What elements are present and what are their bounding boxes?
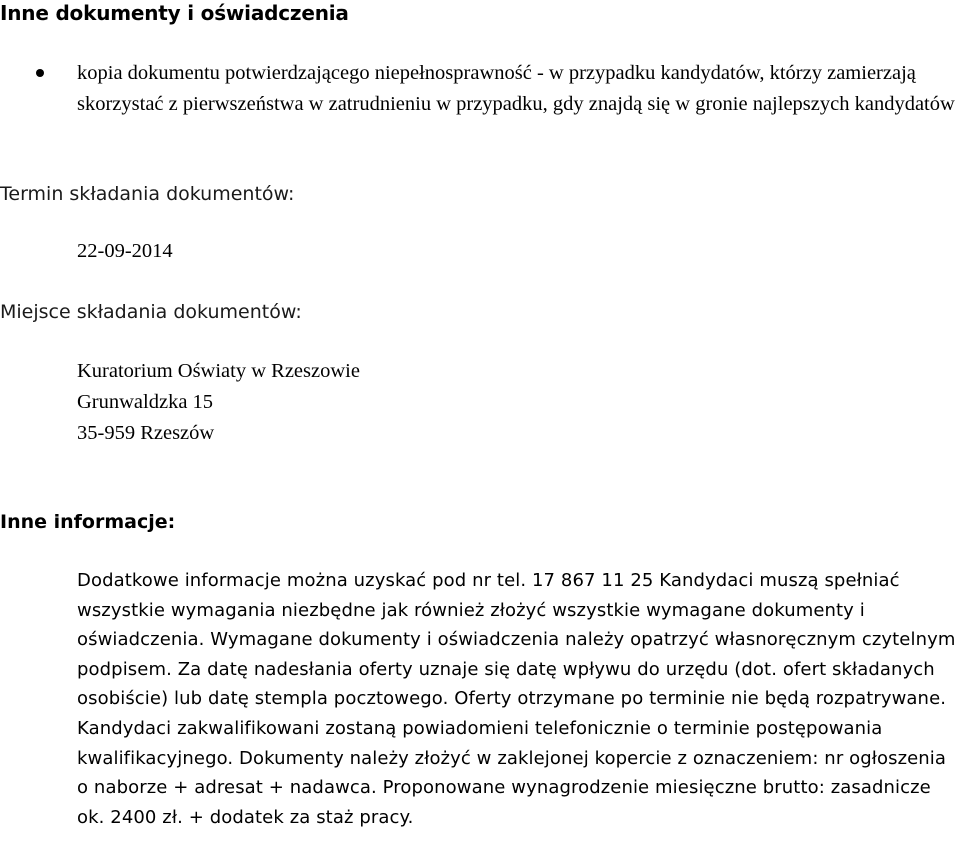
bullet-icon bbox=[36, 69, 44, 77]
deadline-value: 22-09-2014 bbox=[77, 240, 173, 262]
bullet-text: kopia dokumentu potwierdzającego niepełnosprawność - w przypadku kandydatów, którzy zamierzają skorzystać z pierwszeństwa w zatrudnieniu w przypadku, gdy znajdą się w gronie najlepszych kandydatów bbox=[77, 62, 955, 115]
other-info-label: Inne informacje: bbox=[0, 511, 176, 533]
list-item bbox=[0, 58, 957, 120]
address-line: Grunwaldzka 15 bbox=[77, 391, 214, 413]
other-info-text: Dodatkowe informacje można uzyskać pod nr tel. 17 867 11 25 Kandydaci muszą spełniać wszystkie wymagania niezbędne jak również złożyć wszystkie wymagane dokumenty i oświadczenia. Wymagane dokumenty i oświadczenia należy opatrzyć własnoręcznym czytelnym podpisem. Za datę nadesłania oferty uznaje się datę wpływu do urzędu (dot. ofert składanych osobiście) lub datę stempla pocztowego. Oferty otrzymane po terminie nie będą rozpatrywane. Kandydaci zakwalifikowani zostaną powiadomieni telefonicznie o terminie postępowania kwalifikacyjnego. Dokumenty należy złożyć w zaklejonej kopercie z oznaczeniem: nr ogłoszenia o naborze + adresat + nadawca. Proponowane wynagrodzenie miesięczne brutto: zasadnicze ok. 2400 zł. + dodatek za staż pracy. bbox=[77, 570, 956, 828]
deadline-label: Termin składania dokumentów: bbox=[0, 183, 295, 205]
section-heading-other-documents: Inne dokumenty i oświadczenia bbox=[0, 1, 349, 25]
documents-bullet-list bbox=[0, 58, 957, 120]
address-line: Kuratorium Oświaty w Rzeszowie bbox=[77, 360, 360, 382]
place-label: Miejsce składania dokumentów: bbox=[0, 301, 302, 323]
address-line: 35-959 Rzeszów bbox=[77, 422, 215, 444]
